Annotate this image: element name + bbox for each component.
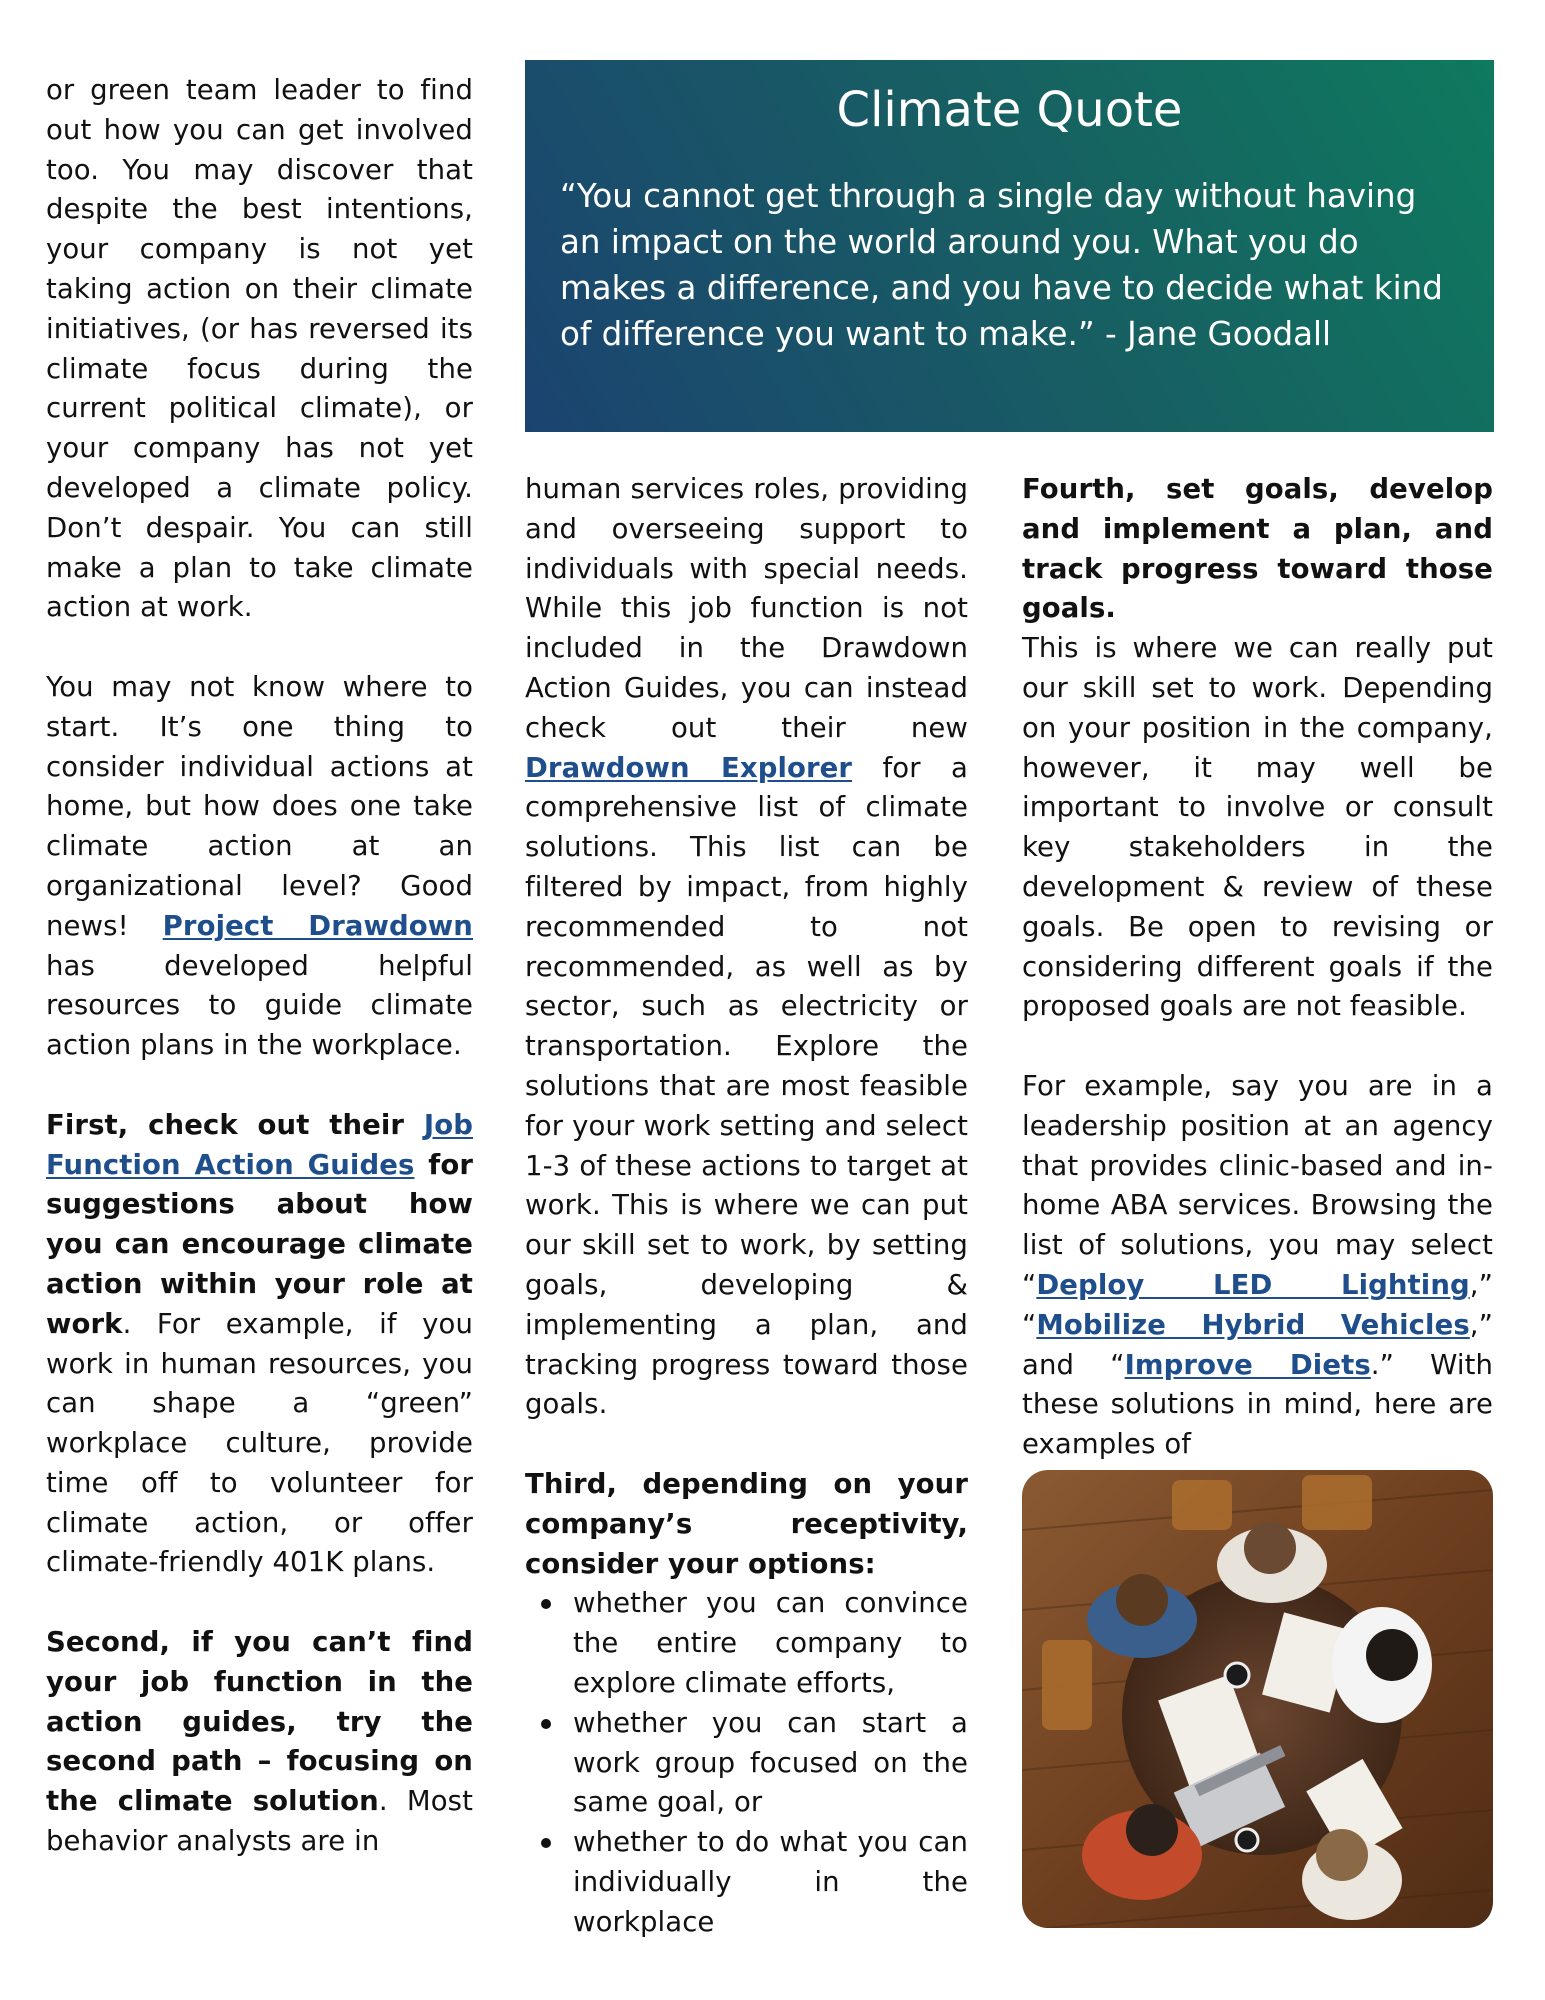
paragraph-second-step: [46, 1623, 473, 1862]
paragraph-fourth-step: [1022, 470, 1493, 1027]
quote-title: Climate Quote: [836, 82, 1183, 138]
team-meeting-photo-icon: [1022, 1470, 1493, 1928]
bold-text: First, check out their: [46, 1108, 424, 1141]
deploy-led-lighting-link[interactable]: Deploy LED Lighting: [1036, 1268, 1470, 1301]
options-list: [525, 1584, 968, 1942]
project-drawdown-link[interactable]: Project Drawdown: [162, 909, 473, 942]
text-span: You may not know where to start. It’s one thing to consider individual actions at home, but how does one take climate action at an organizational level? Good news!: [46, 670, 473, 942]
paragraph-intro: or green team leader to find out how you can get involved too. You may discover that despite the best intentions, your company is not yet taking action on their climate initiatives, (or has reversed its climate focus during the current political climate), or your company has not yet developed a climate policy. Don’t despair. You can still make a plan to take climate action at work.: [46, 74, 473, 624]
paragraph-drawdown-explorer: [525, 470, 968, 1425]
text-span: ,” “: [1022, 1268, 1493, 1341]
text-span: . Most behavior analysts are in: [46, 1785, 473, 1858]
paragraph-project-drawdown: [46, 668, 473, 1066]
paragraph-example: [1022, 1067, 1493, 1465]
job-function-action-guides-link[interactable]: Job Function Action Guides: [46, 1108, 473, 1181]
column-right: [1022, 470, 1493, 1465]
bold-text: Third, depending on your company’s receptivity, consider your options:: [525, 1467, 968, 1580]
text-span: for a comprehensive list of climate solutions. This list can be filtered by impact, from highly recommended to not recommended, as well as by sector, such as electricity or transportation. Explore the solutions that are most feasible for your work setting and select 1-3 of these actions to target at work. This is where we can put our skill set to work, by setting goals, developing & implementing a plan, and tracking progress toward those goals.: [525, 751, 968, 1421]
text-span: For example, say you are in a leadership position at an agency that provides clinic-based and in-home ABA services. Browsing the list of solutions, you may select “: [1022, 1069, 1493, 1301]
quote-text: “You cannot get through a single day without having an impact on the world around you. What you do makes a difference, and you have to decide what kind of difference you want to make.” - Jane Goodall: [560, 177, 1443, 353]
column-left: [46, 71, 473, 1862]
bold-text: Fourth, set goals, develop and implement a plan, and track progress toward those goals.: [1022, 473, 1493, 625]
improve-diets-link[interactable]: Improve Diets: [1124, 1348, 1371, 1381]
paragraph-first-step: [46, 1106, 473, 1584]
list-item: whether to do what you can individually in the workplace: [525, 1823, 968, 1942]
bold-text: Second, if you can’t find your job function in the action guides, try the second path – focusing on the climate solution: [46, 1626, 473, 1818]
text-span: . For example, if you work in human resources, you can shape a “green” workplace culture, provide time off to volunteer for climate action, or offer climate-friendly 401K plans.: [46, 1307, 473, 1579]
column-middle: [525, 470, 968, 1942]
bold-text: for suggestions about how you can encourage climate action within your role at work: [46, 1148, 473, 1340]
text-span: has developed helpful resources to guide climate action plans in the workplace.: [46, 949, 473, 1062]
list-item: whether you can start a work group focused on the same goal, or: [525, 1704, 968, 1823]
list-item: whether you can convince the entire company to explore climate efforts,: [525, 1584, 968, 1703]
text-span: human services roles, providing and overseeing support to individuals with special needs. While this job function is not included in the Drawdown Action Guides, you can instead check out their new: [525, 473, 968, 744]
paragraph-third-step: [525, 1465, 968, 1584]
text-span: .” With these solutions in mind, here are examples of: [1022, 1348, 1493, 1461]
text-span: ,” and “: [1022, 1308, 1493, 1381]
climate-quote-box: [525, 60, 1494, 432]
drawdown-explorer-link[interactable]: Drawdown Explorer: [525, 751, 853, 784]
mobilize-hybrid-vehicles-link[interactable]: Mobilize Hybrid Vehicles: [1036, 1308, 1470, 1341]
team-meeting-photo: [1022, 1470, 1493, 1928]
text-span: This is where we can really put our skill set to work. Depending on your position in the company, however, it may well be important to involve or consult key stakeholders in the development & review of these goals. Be open to revising or considering different goals if the proposed goals are not feasible.: [1022, 632, 1493, 1023]
